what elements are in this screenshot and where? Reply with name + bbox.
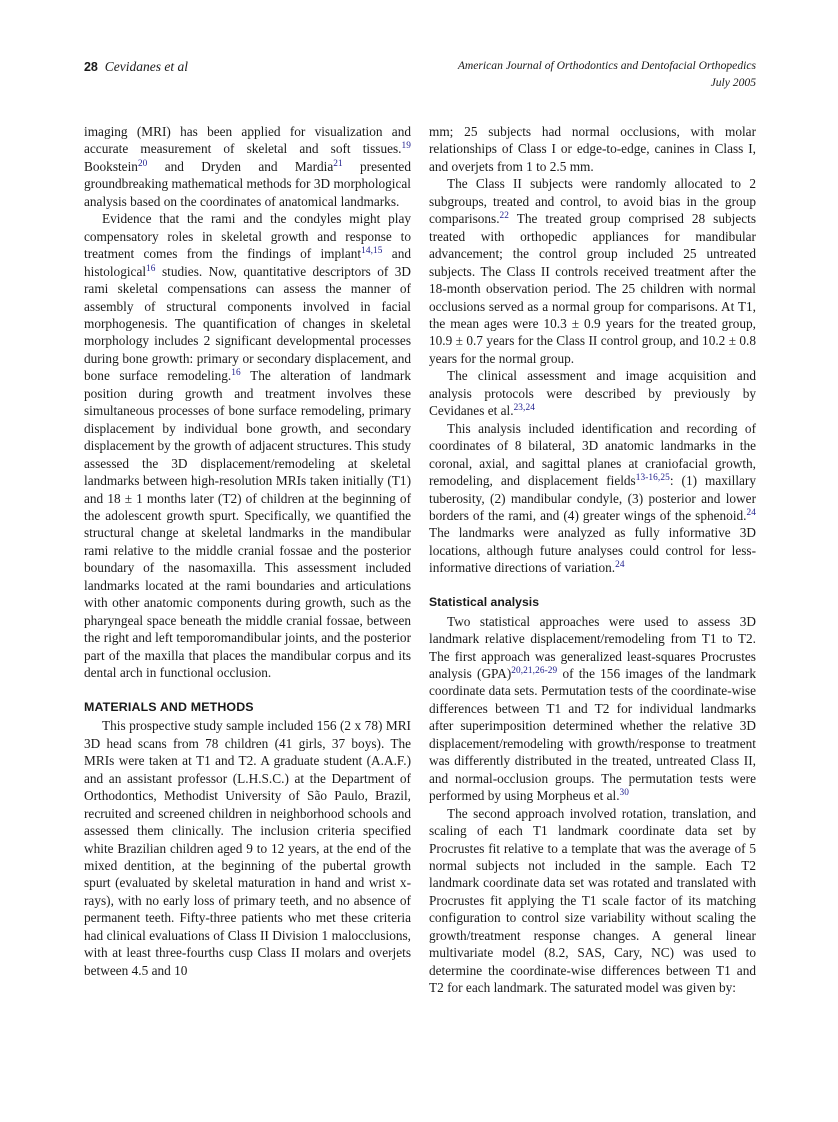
text-run: The clinical assessment and image acquisition and analysis protocols were described by previously by Cevidanes et al. [429, 368, 756, 419]
reference-marker: 21 [333, 159, 343, 170]
page-number: 28 [84, 60, 98, 74]
running-head-journal [458, 58, 756, 91]
reference-marker: 30 [619, 788, 630, 799]
text-run: This prospective study sample included 156 (2 x 78) MRI 3D head scans from 78 children (41 girls, 37 boys). The MRIs were taken at T1 and T2. A graduate student (A.A.F.) and an assistant professor (L.H.S.C.) at the Department of Orthodontics, Methodist University of São Paulo, Brazil, recruited and screened children in neighborhood schools and assessed them clinically. The inclusion criteria specified white Brazilian children aged 9 to 12 years, at the end of the mixed dentition, at the beginning of the pubertal growth spurt (evaluated by skeletal maturation in hand and wrist x-rays), with no early loss of primary teeth, and no absence of permanent teeth. Fifty-three patients who met these criteria had clinical evaluations of Class II Division 1 malocclusions, with at least three-fourths cusp Class II molars and overjets between 4.5 and 10 [84, 718, 411, 978]
text-run: Bookstein [84, 158, 138, 174]
text-run: mm; 25 subjects had normal occlusions, with molar relationships of Class I or edge-to-edge, canines in Class I, and overjets from 1 to 2.5 mm. [429, 124, 756, 174]
reference-marker: 16 [146, 263, 156, 274]
running-head-authors: Cevidanes et al [104, 59, 188, 74]
text-run: Evidence that the rami and the condyles might play compensatory roles in skeletal growth and response to treatment comes from the findings of implant [84, 211, 411, 262]
reference-marker: 13-16,25 [635, 473, 670, 484]
text-run: presented groundbreaking mathematical methods for 3D morphological analysis based on the coordinates of anatomical landmarks. [84, 158, 411, 209]
running-head [84, 58, 756, 100]
paragraph-left-2 [84, 210, 411, 681]
paragraph-left-1 [84, 123, 411, 210]
running-head-left [84, 58, 188, 76]
spacer [429, 577, 756, 594]
text-run: studies. Now, quantitative descriptors of 3D rami skeletal compensations can assess the manner of assembly of structural components involved in facial morphogenesis. The quantification of changes in skeletal morphology includes 2 significant developmental processes during bone growth: primary or secondary displacement, and bone surface remodeling. [84, 263, 411, 384]
paragraph-right-5 [429, 613, 756, 805]
text-run: Two statistical approaches were used to assess 3D landmark relative displacement/remodeling from T1 to T2. The first approach was generalized least-squares Procrustes analysis (GPA) [429, 613, 756, 681]
text-run: The landmarks were analyzed as fully informative 3D locations, although future analyses could control for less-informative directions of variation. [429, 525, 756, 576]
spacer [84, 682, 411, 699]
reference-marker: 16 [231, 368, 241, 379]
reference-marker: 23,24 [513, 403, 535, 414]
reference-marker: 24 [746, 508, 756, 519]
text-run: imaging (MRI) has been applied for visualization and accurate measurement of skeletal and soft tissues. [84, 124, 411, 157]
reference-marker: 19 [401, 141, 411, 152]
text-run: The second approach involved rotation, translation, and scaling of each T1 landmark coordinate data set by Procrustes fit relative to a template that was the average of 5 normal subjects not included in the sample. Each T2 landmark coordinate data set was rotated and translated with Procrustes fit applying the T1 scale factor of its matching configuration to control size variability without scaling the growth/treatment response changes. A general linear multivariate model (8.2, SAS, Cary, NC) was used to determine the coordinate-wise differences between T1 and T2 for each landmark. The saturated model was given by: [429, 805, 756, 996]
text-run: of the 156 images of the landmark coordinate data sets. Permutation tests of the coordinate-wise differences between T1 and T2 for individual landmarks after superimposition determined whether the relative 3D displacement/remodeling with growth/response to treatment was differently distributed in the treated, untreated Class II, and normal-occlusion groups. The permutation tests were performed by using Morpheus et al. [429, 665, 756, 804]
text-run: This analysis included identification and recording of coordinates of 8 bilateral, 3D anatomic landmarks in the coronal, axial, and sagittal planes at craniofacial growth, remodeling, and displacement fields [429, 420, 756, 489]
paragraph-right-4 [429, 420, 756, 577]
text-run: and Dryden and Mardia [147, 158, 334, 174]
section-heading-materials-and-methods: MATERIALS AND METHODS [84, 699, 254, 714]
paragraph-right-3 [429, 367, 756, 419]
journal-title: American Journal of Orthodontics and Dentofacial Orthopedics [457, 59, 756, 72]
paragraph-right-6 [429, 805, 756, 997]
text-run: The Class II subjects were randomly allocated to 2 subgroups, treated and control, to avoid bias in the group comparisons. [429, 176, 756, 227]
text-run: The treated group comprised 28 subjects treated with orthopedic appliances for mandibular advancement; the control group included 25 untreated subjects. The Class II controls received treatment after the 18-month observation period. The 25 children with normal occlusions served as a normal group for comparisons. At T1, the mean ages were 10.3 ± 0.9 years for the treated group, 10.9 ± 0.7 years for the Class II control group, and 10.2 ± 0.8 years for the normal group. [429, 211, 756, 366]
paragraph-right-2 [429, 175, 756, 367]
subsection-heading-statistical-analysis: Statistical analysis [429, 595, 540, 610]
reference-marker: 20 [137, 159, 148, 170]
column-left [84, 123, 411, 979]
text-run: and histological [84, 246, 412, 279]
reference-marker: 14,15 [361, 246, 383, 257]
text-run: The alteration of landmark position during growth and treatment involves these simultaneous processes of bone surface remodeling, primary displacement by individual bone growth, and secondary displacement by the growth of adjacent structures. This study assessed the 3D displacement/remodeling at skeletal landmarks between high-resolution MRIs taken initially (T1) and 18 ± 1 months later (T2) of children at the beginning of the adolescent growth spurt. Specifically, we quantified the structural change at skeletal landmarks in the mandibular rami relative to the middle cranial fossae and the posterior boundary of the nasomaxilla. This assessment included landmarks located at the rami boundaries and articulations with other anatomic components during growth, such as the pharyngeal space beneath the middle cranial fossae, between the right and left temporomandibular joints, and the posterior part of the maxilla that places the mandibular corpus and its dental arch in functional occlusion. [84, 368, 411, 681]
text-run: : (1) maxillary tuberosity, (2) mandibular condyle, (3) posterior and lower borders of the rami, and (4) greater wings of the sphenoid. [429, 473, 756, 523]
reference-marker: 22 [499, 211, 510, 222]
journal-issue-date: July 2005 [710, 75, 756, 89]
column-right [429, 123, 756, 997]
reference-marker: 20,21,26-29 [511, 666, 558, 677]
reference-marker: 24 [615, 560, 625, 571]
paragraph-left-3 [84, 717, 411, 979]
paragraph-right-1 [429, 123, 756, 175]
